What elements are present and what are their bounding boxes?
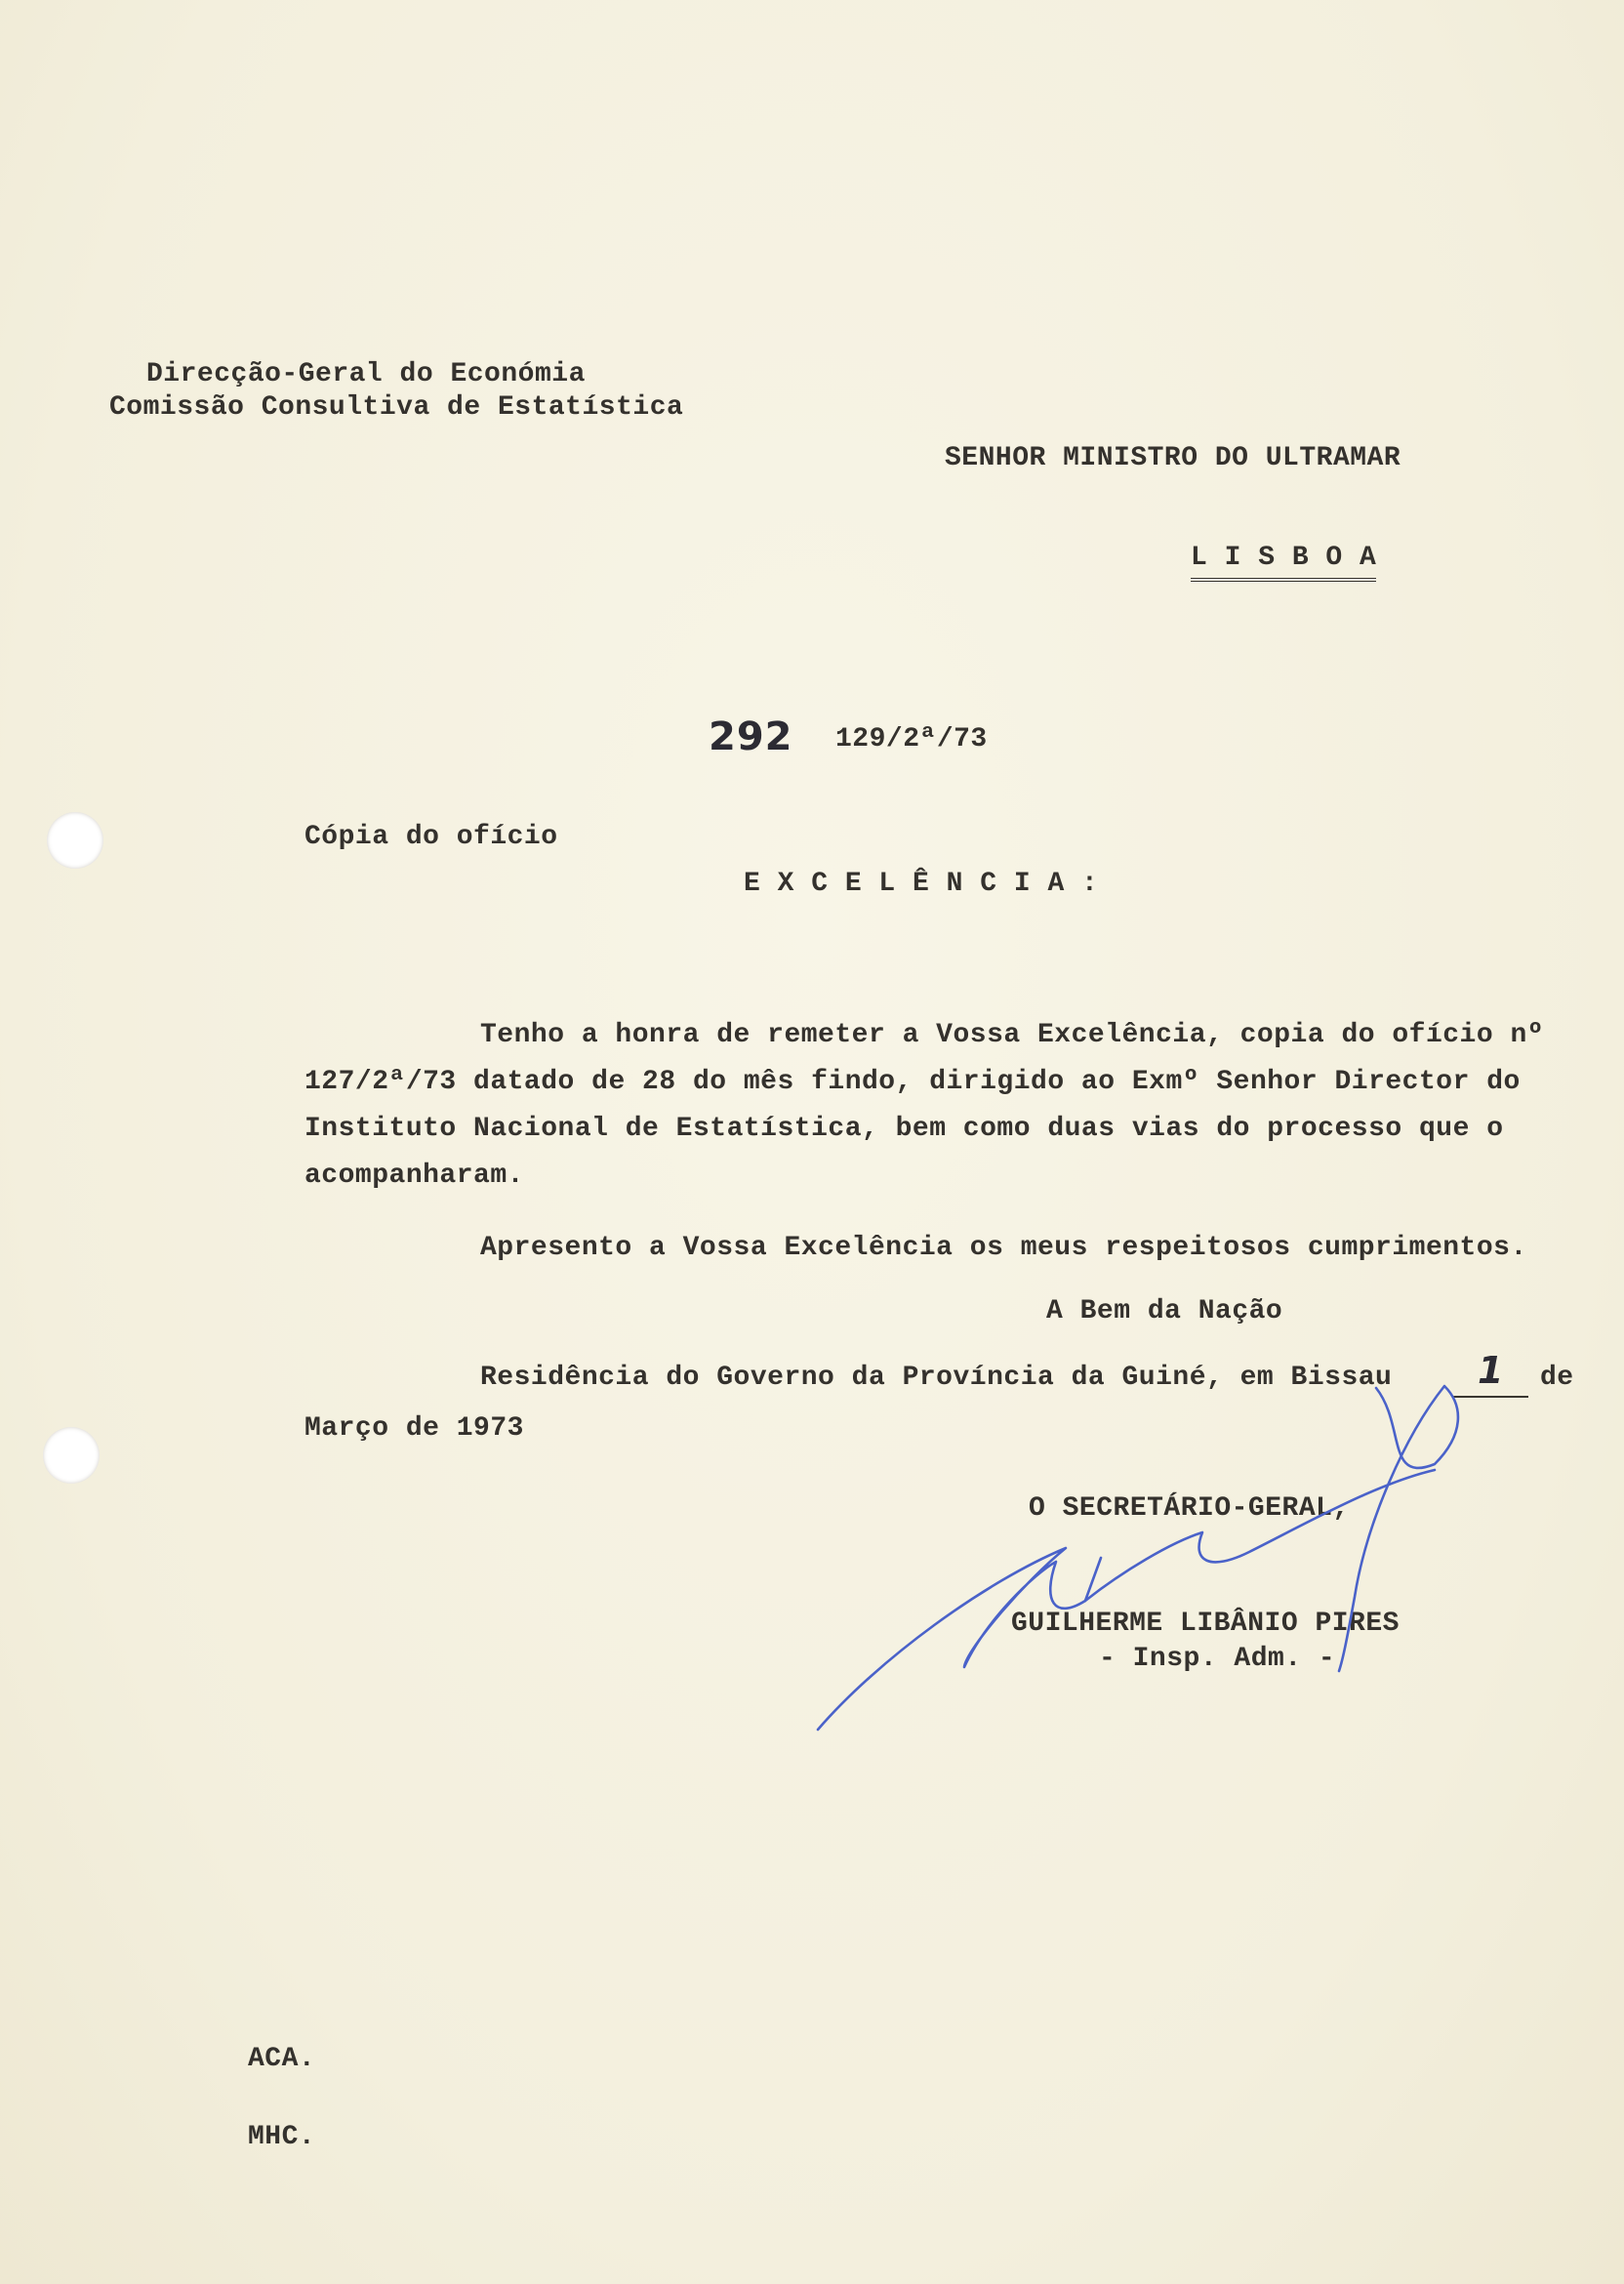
signatory-role: - Insp. Adm. - [1099, 1644, 1336, 1674]
body-line-2: 127/2ª/73 datado de 28 do mês findo, dirigido ao Exmº Senhor Director do [304, 1067, 1521, 1097]
reference-code: 129/2ª/73 [835, 724, 988, 755]
closing-line: Apresento a Vossa Excelência os meus respeitosos cumprimentos. [480, 1233, 1527, 1263]
initials-line-1: ACA. [248, 2044, 316, 2074]
stamp-number: 292 [709, 714, 793, 759]
body-line-3: Instituto Nacional de Estatística, bem como duas vias do processo que o [304, 1114, 1504, 1144]
signatory-title: O SECRETÁRIO-GERAL, [1029, 1493, 1350, 1524]
salutation: E X C E L Ê N C I A : [744, 869, 1099, 899]
place-line: Residência do Governo da Província da Guiné, em Bissau [480, 1363, 1393, 1393]
addressee-line: SENHOR MINISTRO DO ULTRAMAR [945, 443, 1401, 473]
org-line-1: Direcção-Geral do Económia [146, 359, 586, 389]
org-line-2: Comissão Consultiva de Estatística [109, 392, 684, 423]
initials-line-2: MHC. [248, 2122, 316, 2152]
date-line: Março de 1973 [304, 1413, 524, 1444]
body-line-4: acompanharam. [304, 1161, 524, 1191]
place-suffix: de [1540, 1363, 1574, 1393]
document-type: Cópia do ofício [304, 822, 558, 852]
motto: A Bem da Nação [1046, 1296, 1283, 1326]
day-handwritten: 1 [1478, 1349, 1505, 1392]
body-line-1: Tenho a honra de remeter a Vossa Excelência, copia do ofício nº [480, 1020, 1545, 1050]
addressee-city: L I S B O A [1191, 545, 1376, 582]
signatory-name: GUILHERME LIBÂNIO PIRES [1011, 1609, 1400, 1639]
